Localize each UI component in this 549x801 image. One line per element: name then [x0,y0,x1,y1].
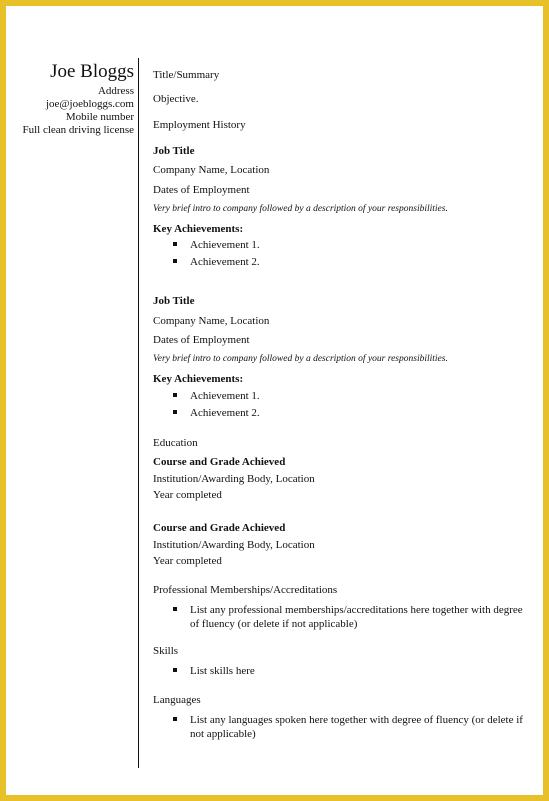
institution: Institution/Awarding Body, Location [153,473,315,485]
achievement-item: Achievement 2. [190,256,260,268]
year-completed: Year completed [153,489,222,501]
bullet-icon [173,259,177,263]
section-skills: Skills [153,645,179,657]
email: joe@joebloggs.com [45,98,134,110]
bullet-icon [173,410,177,414]
section-title-summary: Title/Summary [153,69,220,81]
job-title: Job Title [153,295,195,307]
address: Address [97,85,134,97]
section-languages: Languages [153,694,201,706]
key-achievements-label: Key Achievements: [153,223,244,235]
section-memberships: Professional Memberships/Accreditations [153,584,338,596]
achievement-item: Achievement 1. [190,239,260,251]
bullet-icon [173,607,177,611]
institution: Institution/Awarding Body, Location [153,539,315,551]
bullet-icon [173,242,177,246]
mobile-number: Mobile number [65,111,134,123]
memberships-text: List any professional memberships/accreditations here together with degree of fluency (or delete if not applicable) [190,604,523,630]
year-completed: Year completed [153,555,222,567]
job-title: Job Title [153,145,195,157]
languages-text: List any languages spoken here together with degree of fluency (or delete if not applicable) [190,714,523,740]
candidate-name: Joe Bloggs [50,61,134,82]
job-dates: Dates of Employment [153,334,250,346]
achievement-item: Achievement 1. [190,390,260,402]
bullet-icon [173,393,177,397]
job-dates: Dates of Employment [153,184,250,196]
achievement-item: Achievement 2. [190,407,260,419]
job-intro: Very brief intro to company followed by a description of your responsibilities. [153,204,448,214]
objective: Objective. [153,93,199,105]
driving-license: Full clean driving license [22,124,134,136]
cv-page [6,6,543,795]
bullet-icon [173,717,177,721]
course-grade: Course and Grade Achieved [153,456,286,468]
section-employment-history: Employment History [153,119,246,131]
job-company: Company Name, Location [153,315,270,327]
course-grade: Course and Grade Achieved [153,522,286,534]
section-education: Education [153,437,198,449]
skills-text: List skills here [190,665,255,677]
vertical-divider [138,58,139,768]
job-company: Company Name, Location [153,164,270,176]
key-achievements-label: Key Achievements: [153,373,244,385]
bullet-icon [173,668,177,672]
contact-block [6,61,134,137]
job-intro: Very brief intro to company followed by a description of your responsibilities. [153,354,448,364]
